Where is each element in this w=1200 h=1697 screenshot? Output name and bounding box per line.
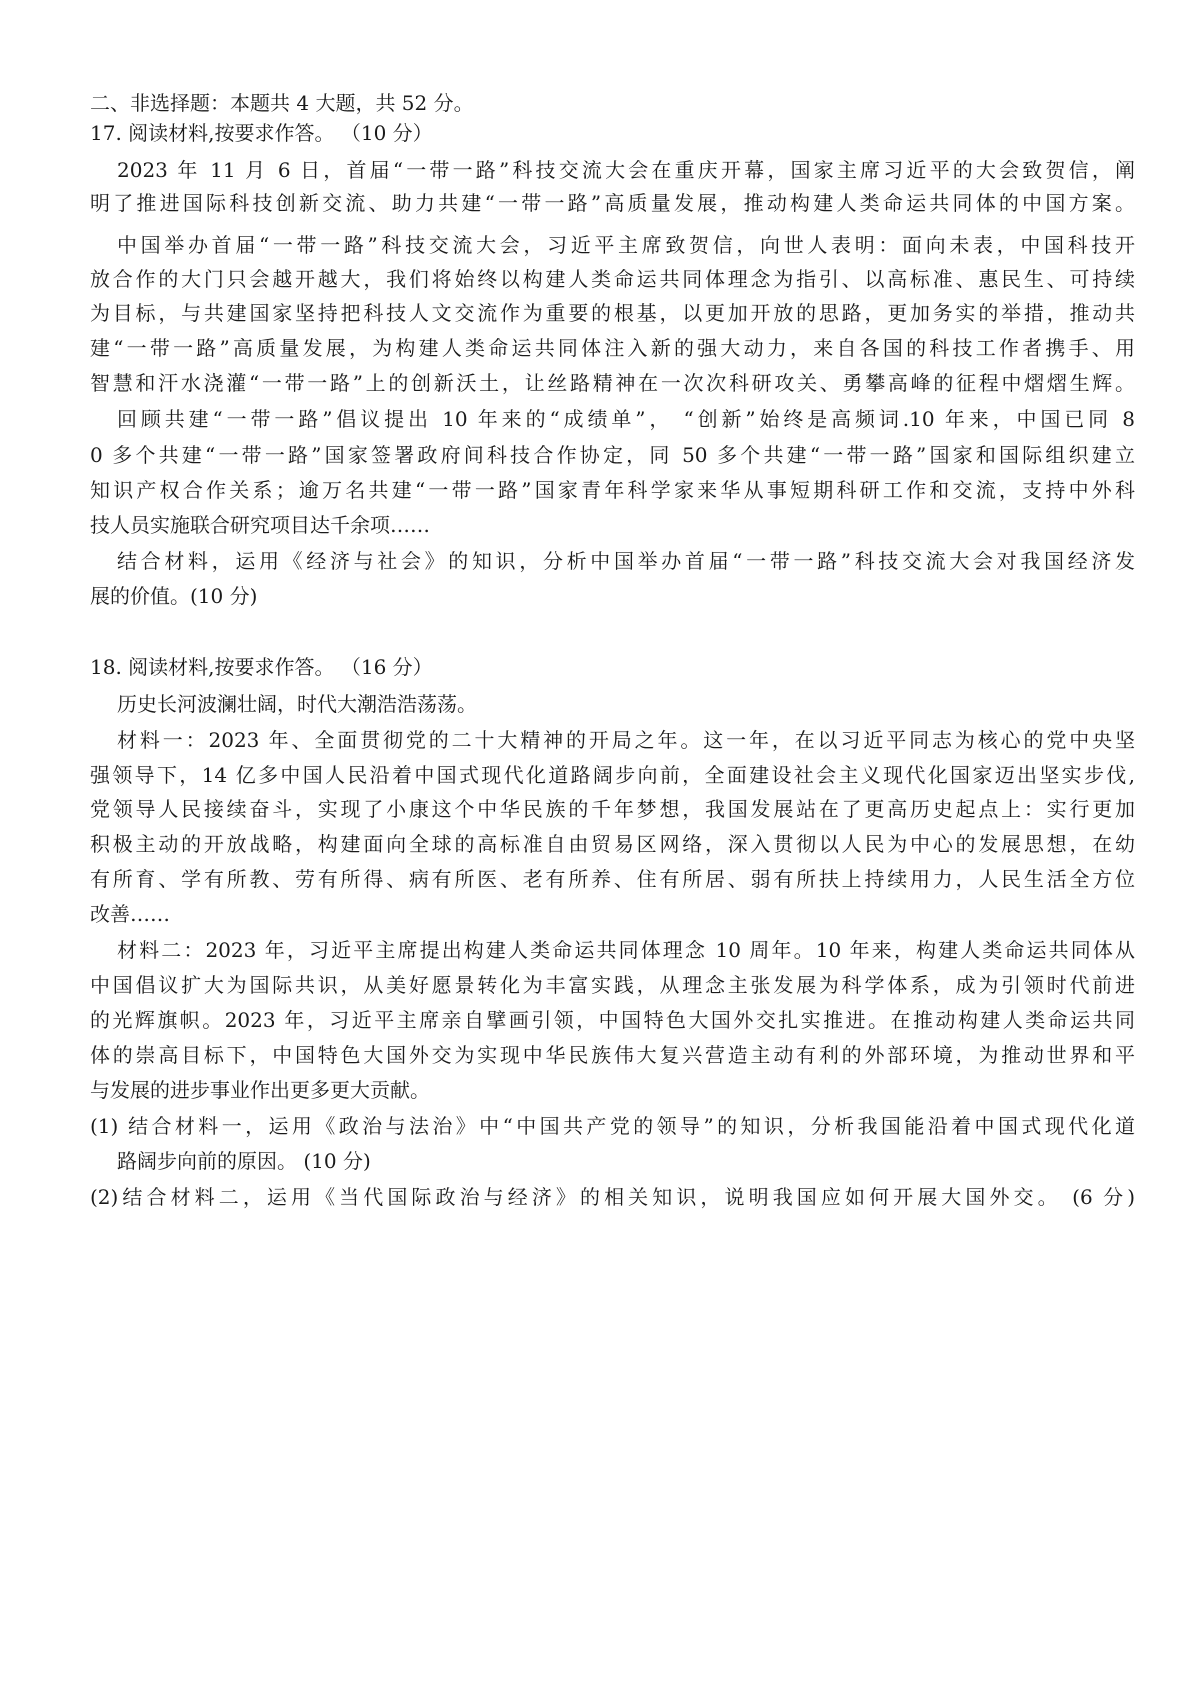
text-line: 结合材料，运用《经济与社会》的知识，分析中国举办首届“一带一路”科技交流大会对我国经济发: [117, 549, 1135, 573]
text-line: 材料二：2023 年，习近平主席提出构建人类命运共同体理念 10 周年。10 年来，构建人类命运共同体从: [117, 938, 1135, 962]
q17-header: 17. 阅读材料,按要求作答。 （10 分）: [90, 121, 433, 145]
text-line: 展的价值。(10 分): [90, 584, 258, 608]
text-line: 与发展的进步事业作出更多更大贡献。: [90, 1078, 430, 1102]
q18-intro: 历史长河波澜壮阔，时代大潮浩浩荡荡。: [117, 692, 477, 716]
text-line: 技人员实施联合研究项目达千余项……: [90, 513, 430, 537]
text-line: 回顾共建“一带一路”倡议提出 10 年来的“成绩单”， “创新”始终是高频词.10 年来，中国已同 8: [117, 407, 1135, 431]
q18-header: 18. 阅读材料,按要求作答。 （16 分）: [90, 655, 433, 679]
text-line: 明了推进国际科技创新交流、助力共建“一带一路”高质量发展，推动构建人类命运共同体的中国方案。: [90, 191, 1135, 215]
text-line: 体的崇高目标下，中国特色大国外交为实现中华民族伟大复兴营造主动有利的外部环境，为推动世界和平: [90, 1043, 1135, 1067]
text-line: 强领导下，14 亿多中国人民沿着中国式现代化道路阔步向前，全面建设社会主义现代化国家迈出坚实步伐,: [90, 763, 1135, 787]
text-line: 知识产权合作关系；逾万名共建“一带一路”国家青年科学家来华从事短期科研工作和交流，支持中外科: [90, 478, 1135, 502]
text-line: 建“一带一路”高质量发展，为构建人类命运共同体注入新的强大动力，来自各国的科技工作者携手、用: [90, 336, 1135, 360]
text-line: (1) 结合材料一，运用《政治与法治》中“中国共产党的领导”的知识，分析我国能沿着中国式现代化道: [90, 1114, 1135, 1138]
text-line: 中国举办首届“一带一路”科技交流大会，习近平主席致贺信，向世人表明：面向未表，中国科技开: [117, 233, 1135, 257]
text-line: 党领导人民接续奋斗，实现了小康这个中华民族的千年梦想，我国发展站在了更高历史起点上：实行更加: [90, 797, 1135, 821]
text-line: 的光辉旗帜。2023 年，习近平主席亲自擘画引领，中国特色大国外交扎实推进。在推动构建人类命运共同: [90, 1008, 1135, 1032]
text-line: 放合作的大门只会越开越大，我们将始终以构建人类命运共同体理念为指引、以高标准、惠民生、可持续: [90, 267, 1135, 291]
text-line: 为目标，与共建国家坚持把科技人文交流作为重要的根基，以更加开放的思路，更加务实的举措，推动共: [90, 301, 1135, 325]
text-line: 积极主动的开放战略，构建面向全球的高标准自由贸易区网络，深入贯彻以人民为中心的发展思想，在幼: [90, 832, 1135, 856]
text-line: 2023 年 11 月 6 日，首届“一带一路”科技交流大会在重庆开幕，国家主席习近平的大会致贺信，阐: [117, 158, 1135, 182]
text-line: 有所育、学有所教、劳有所得、病有所医、老有所养、住有所居、弱有所扶上持续用力，人民生活全方位: [90, 867, 1135, 891]
text-line: 智慧和汗水浇灌“一带一路”上的创新沃土，让丝路精神在一次次科研攻关、勇攀高峰的征程中熠熠生辉。: [90, 371, 1135, 395]
text-line: 中国倡议扩大为国际共识，从美好愿景转化为丰富实践，从理念主张发展为科学体系，成为引领时代前进: [90, 973, 1135, 997]
text-line: 0 多个共建“一带一路”国家签署政府间科技合作协定，同 50 多个共建“一带一路”国家和国际组织建立: [90, 443, 1135, 467]
section-header: 二、非选择题：本题共 4 大题，共 52 分。: [90, 91, 474, 115]
text-line: (2)结合材料二，运用《当代国际政治与经济》的相关知识，说明我国应如何开展大国外交。 (6 分): [90, 1185, 1135, 1209]
text-line: 材料一：2023 年、全面贯彻党的二十大精神的开局之年。这一年，在以习近平同志为核心的党中央坚: [117, 728, 1135, 752]
text-line: 改善……: [90, 902, 170, 926]
text-line: 路阔步向前的原因。 (10 分): [117, 1149, 371, 1173]
